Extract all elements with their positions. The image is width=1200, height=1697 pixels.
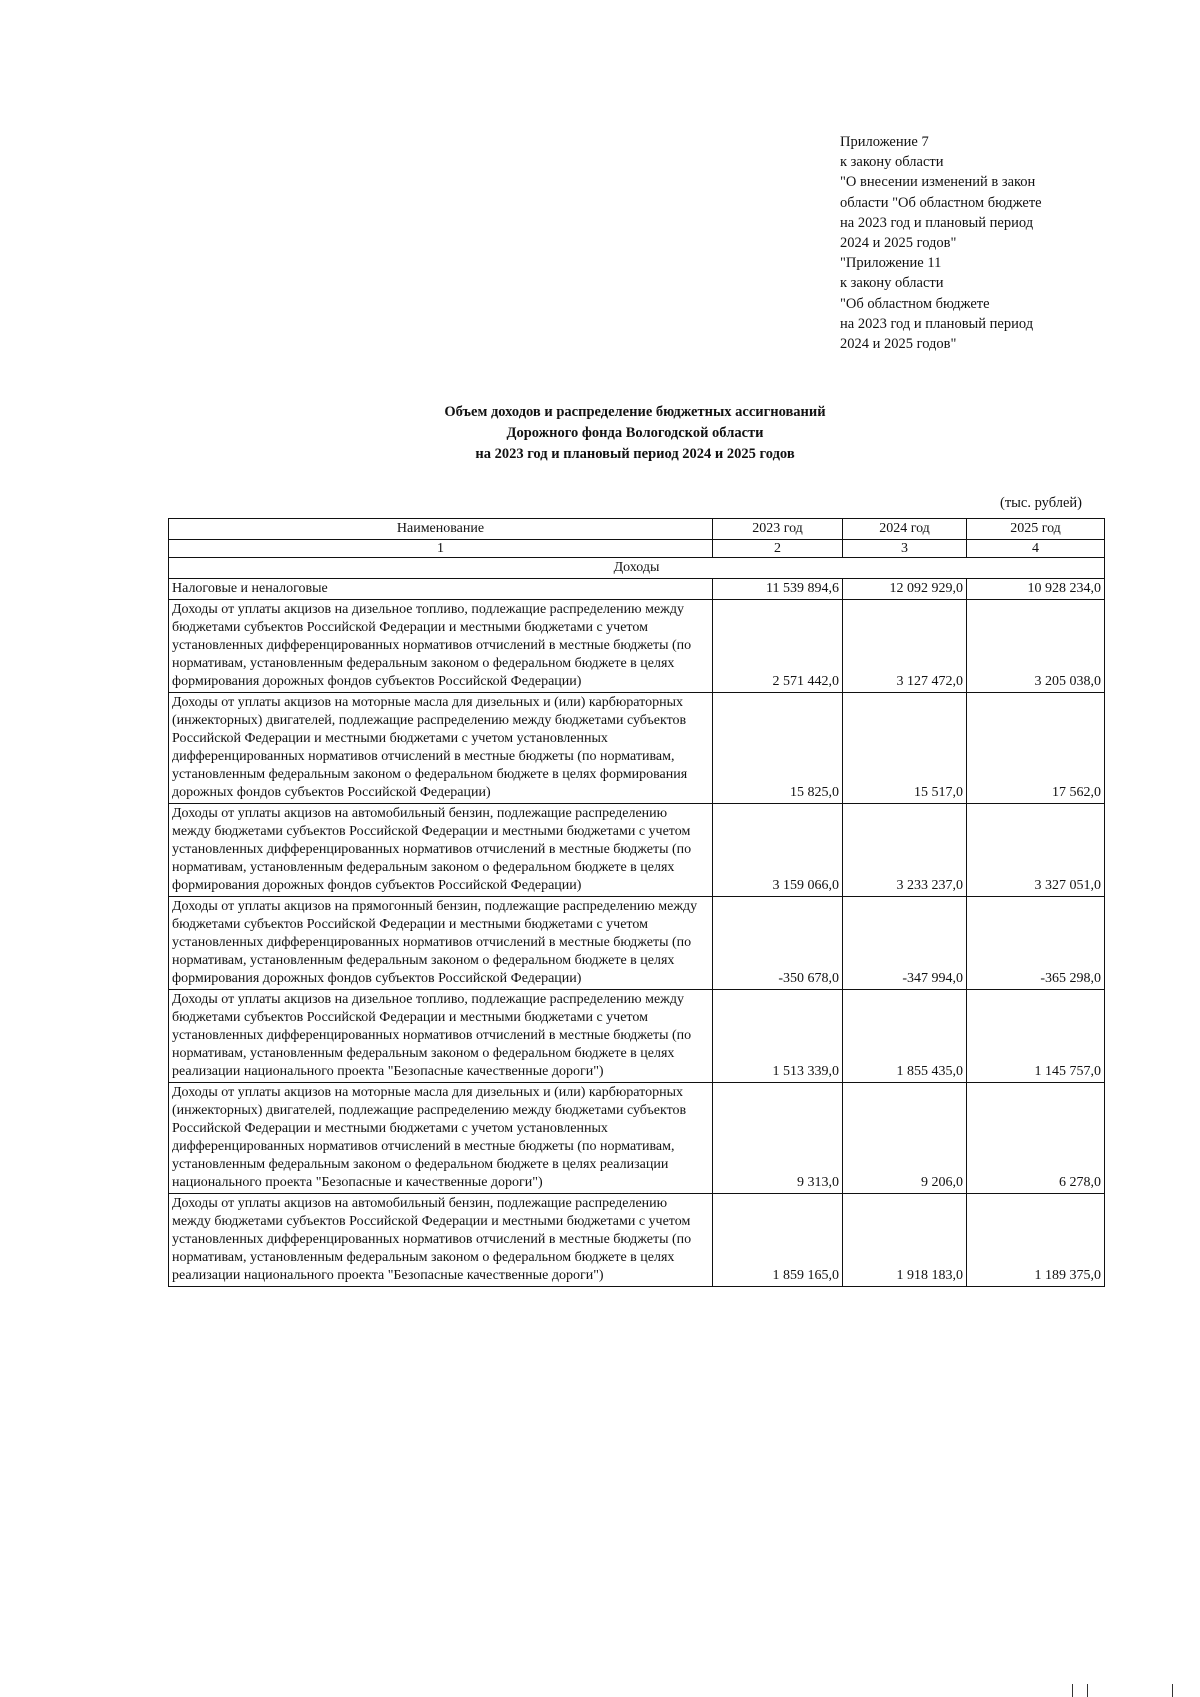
- header-2025: 2025 год: [967, 519, 1105, 540]
- appendix-note-line: "Приложение 11: [840, 255, 942, 272]
- appendix-note-line: на 2023 год и плановый период: [840, 315, 1034, 332]
- table-header-row: [169, 519, 1105, 540]
- row-value-2024: 1 855 435,0: [843, 990, 967, 1083]
- row-name: Доходы от уплаты акцизов на прямогонный бензин, подлежащие распределению между бюджетами субъектов Российской Федерации и местными бюджетами с учетом установленных дифференцированных нормативов отчислений в местные бюджеты (по нормативам, установленным федеральным законом о федеральном бюджете в целях формирования дорожных фондов субъектов Российской Федерации): [169, 897, 713, 990]
- appendix-note-line: на 2023 год и плановый период: [840, 214, 1034, 231]
- appendix-note-line: Приложение 7: [840, 134, 929, 150]
- column-number: 4: [967, 540, 1105, 558]
- row-name: Доходы от уплаты акцизов на автомобильный бензин, подлежащие распределению между бюджетами субъектов Российской Федерации и местными бюджетами с учетом установленных дифференцированных нормативов отчислений в местные бюджеты (по нормативам, установленным федеральным законом о федеральном бюджете в целях формирования дорожных фондов субъектов Российской Федерации): [169, 804, 713, 897]
- column-number: 1: [169, 540, 713, 558]
- appendix-note: [840, 132, 1140, 354]
- table-row: [169, 990, 1105, 1083]
- row-value-2025: 17 562,0: [967, 693, 1105, 804]
- row-value-2025: 1 145 757,0: [967, 990, 1105, 1083]
- row-name: Доходы от уплаты акцизов на моторные масла для дизельных и (или) карбюраторных (инжекторных) двигателей, подлежащие распределению между бюджетами субъектов Российской Федерации и местными бюджетами с учетом установленных дифференцированных нормативов отчислений в местные бюджеты (по нормативам, установленным федеральным законом о федеральном бюджете в целях реализации национального проекта "Безопасные и качественные дороги"): [169, 1083, 713, 1194]
- section-row: [169, 558, 1105, 579]
- row-name: Доходы от уплаты акцизов на моторные масла для дизельных и (или) карбюраторных (инжекторных) двигателей, подлежащие распределению между бюджетами субъектов Российской Федерации и местными бюджетами с учетом установленных дифференцированных нормативов отчислений в местные бюджеты (по нормативам, установленным федеральным законом о федеральном бюджете в целях формирования дорожных фондов субъектов Российской Федерации): [169, 693, 713, 804]
- header-name: Наименование: [169, 519, 713, 540]
- appendix-note-line: к закону области: [840, 275, 944, 292]
- row-value-2024: 9 206,0: [843, 1083, 967, 1194]
- table-row: [169, 1194, 1105, 1287]
- section-label: Доходы: [169, 558, 1105, 579]
- appendix-note-line: к закону области: [840, 154, 944, 171]
- document-title: [160, 402, 1110, 465]
- appendix-note-line: области "Об областном бюджете: [840, 194, 1042, 211]
- row-name: Доходы от уплаты акцизов на дизельное топливо, подлежащие распределению между бюджетами субъектов Российской Федерации и местными бюджетами с учетом установленных дифференцированных нормативов отчислений в местные бюджеты (по нормативам, установленным федеральным законом о федеральном бюджете в целях реализации национального проекта "Безопасные качественные дороги"): [169, 990, 713, 1083]
- row-value-2025: 1 189 375,0: [967, 1194, 1105, 1287]
- row-value-2023: 1 859 165,0: [713, 1194, 843, 1287]
- column-number-row: [169, 540, 1105, 558]
- total-row-name: Налоговые и неналоговые: [169, 579, 713, 600]
- document-title-line: Объем доходов и распределение бюджетных ассигнований: [444, 404, 826, 420]
- appendix-note-line: "О внесении изменений в закон: [840, 174, 1036, 191]
- row-value-2023: 1 513 339,0: [713, 990, 843, 1083]
- row-value-2025: 3 205 038,0: [967, 600, 1105, 693]
- appendix-note-line: 2024 и 2025 годов": [840, 336, 957, 353]
- total-value-2023: 11 539 894,6: [713, 579, 843, 600]
- header-2023: 2023 год: [713, 519, 843, 540]
- row-value-2025: 3 327 051,0: [967, 804, 1105, 897]
- scan-mark: [1072, 1684, 1088, 1697]
- row-value-2024: -347 994,0: [843, 897, 967, 990]
- table-row: [169, 897, 1105, 990]
- scan-mark: [1172, 1684, 1173, 1697]
- table-row: [169, 600, 1105, 693]
- row-value-2023: 3 159 066,0: [713, 804, 843, 897]
- total-value-2025: 10 928 234,0: [967, 579, 1105, 600]
- row-name: Доходы от уплаты акцизов на дизельное топливо, подлежащие распределению между бюджетами субъектов Российской Федерации и местными бюджетами с учетом установленных дифференцированных нормативов отчислений в местные бюджеты (по нормативам, установленным федеральным законом о федеральном бюджете в целях формирования дорожных фондов субъектов Российской Федерации): [169, 600, 713, 693]
- row-value-2024: 3 233 237,0: [843, 804, 967, 897]
- row-value-2023: 15 825,0: [713, 693, 843, 804]
- table-row: [169, 693, 1105, 804]
- table-row: [169, 1083, 1105, 1194]
- column-number: 2: [713, 540, 843, 558]
- row-value-2023: 9 313,0: [713, 1083, 843, 1194]
- column-number: 3: [843, 540, 967, 558]
- document-title-line: на 2023 год и плановый период 2024 и 2025 годов: [475, 446, 795, 462]
- row-value-2023: -350 678,0: [713, 897, 843, 990]
- row-value-2024: 15 517,0: [843, 693, 967, 804]
- row-value-2023: 2 571 442,0: [713, 600, 843, 693]
- row-value-2025: 6 278,0: [967, 1083, 1105, 1194]
- total-row: [169, 579, 1105, 600]
- document-title-line: Дорожного фонда Вологодской области: [506, 425, 764, 441]
- row-name: Доходы от уплаты акцизов на автомобильный бензин, подлежащие распределению между бюджетами субъектов Российской Федерации и местными бюджетами с учетом установленных дифференцированных нормативов отчислений в местные бюджеты (по нормативам, установленным федеральным законом о федеральном бюджете в целях реализации национального проекта "Безопасные качественные дороги"): [169, 1194, 713, 1287]
- appendix-note-line: 2024 и 2025 годов": [840, 235, 957, 252]
- row-value-2024: 3 127 472,0: [843, 600, 967, 693]
- row-value-2025: -365 298,0: [967, 897, 1105, 990]
- table-row: [169, 804, 1105, 897]
- row-value-2024: 1 918 183,0: [843, 1194, 967, 1287]
- appendix-note-line: "Об областном бюджете: [840, 295, 990, 312]
- total-value-2024: 12 092 929,0: [843, 579, 967, 600]
- header-2024: 2024 год: [843, 519, 967, 540]
- units-label: (тыс. рублей): [1000, 495, 1082, 511]
- budget-table: [168, 518, 1105, 1287]
